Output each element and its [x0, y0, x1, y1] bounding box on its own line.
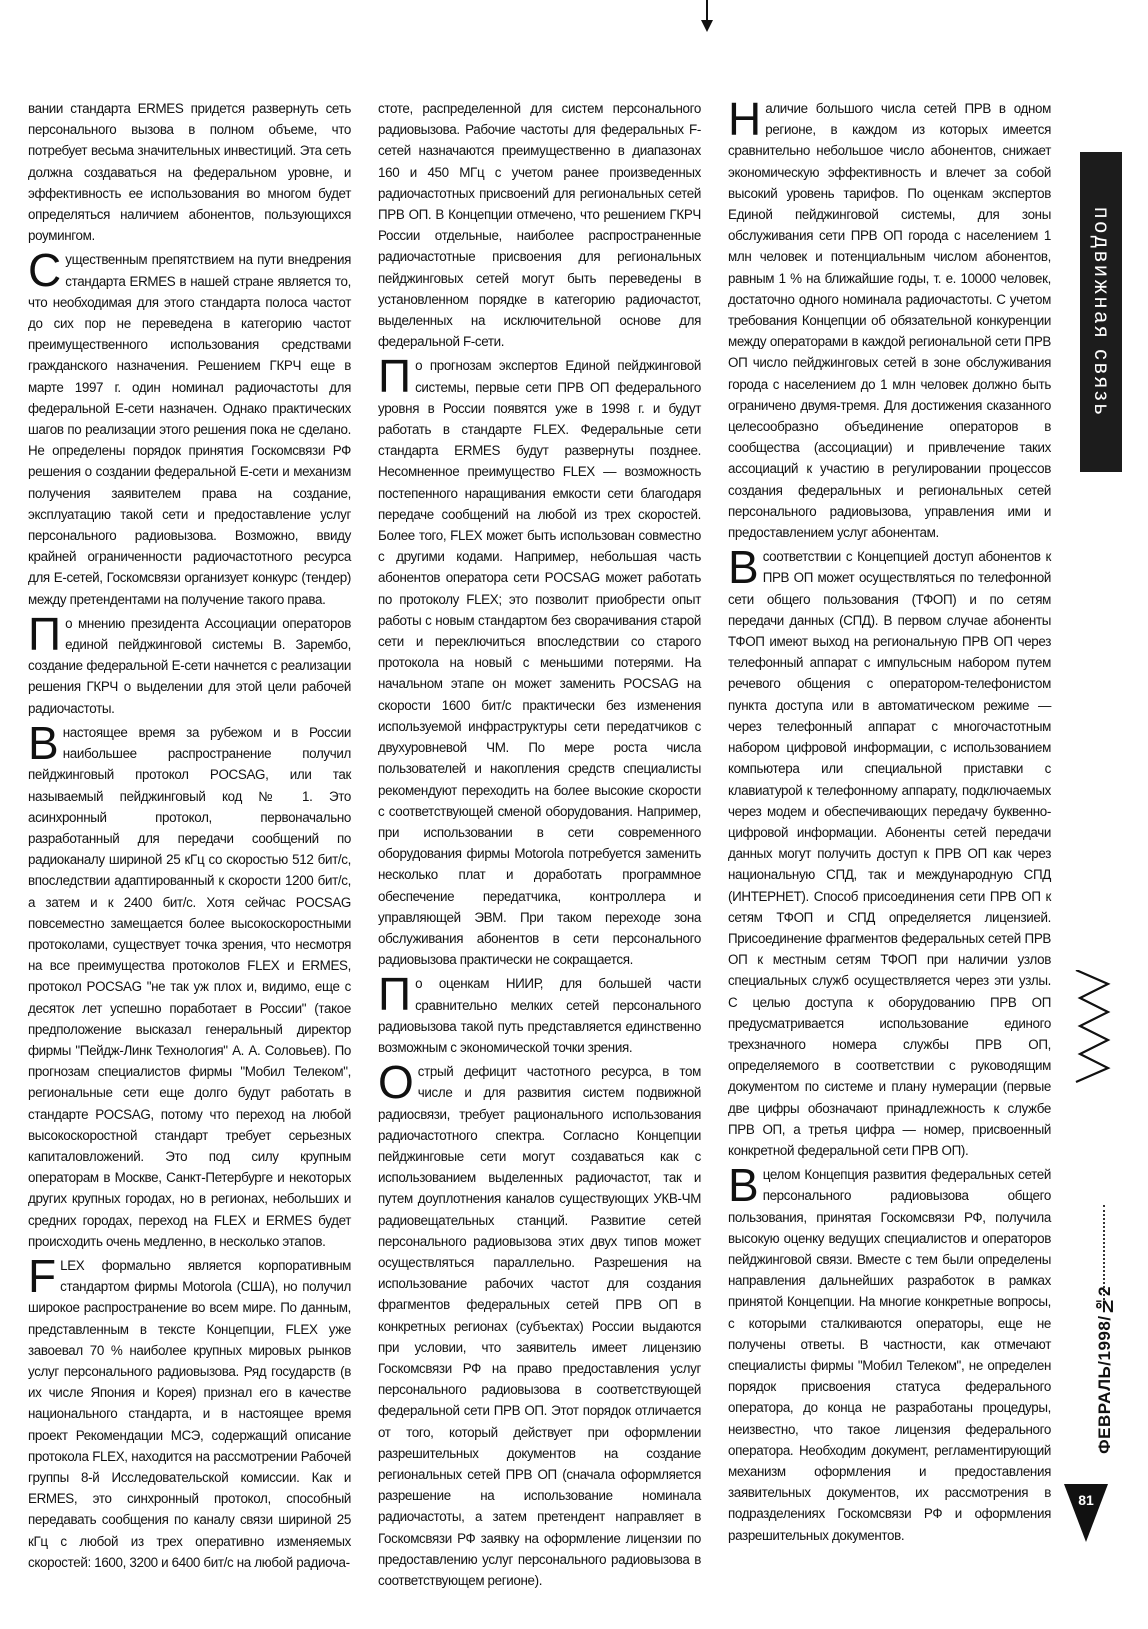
section-tab-label: подвижная связь	[1090, 206, 1113, 418]
drop-cap: П	[28, 607, 62, 660]
drop-cap: F	[28, 1249, 57, 1302]
paragraph: FLEX формально является корпоративным стандартом фирмы Motorola (США), но получил широкое распространение во всем мире. По данным, представленным в тексте Концепции, FLEX уже завоевал 70 % наиболее крупных мировых рынков услуг персонального радиовызова. Ряд государств (в их числе Япония и Корея) признал его в качестве национального стандарта, и в настоящее время проект Рекомендации МСЭ, содержащий описание протокола FLEX, находится на рассмотрении Рабочей группы 8-й Исследовательской комиссии. Как и ERMES, это синхронный протокол, способный передавать сообщения по каналу связи шириной 25 кГц с любой из трех оперативно изменяемых скоростей: 1600, 3200 и 6400 бит/с на любой радиоча-	[28, 1249, 351, 1570]
text-column-1	[28, 98, 351, 1573]
drop-cap: П	[378, 968, 412, 1021]
page-number: 81	[1078, 1492, 1094, 1508]
top-arrow-icon	[706, 0, 708, 22]
drop-cap: О	[378, 1056, 414, 1109]
drop-cap: Н	[728, 93, 762, 145]
text-column-3	[728, 93, 1051, 1546]
drop-cap: В	[728, 541, 759, 594]
drop-cap: В	[728, 1159, 759, 1212]
drop-cap: С	[28, 244, 62, 297]
paragraph: По мнению президента Ассоциации операторов единой пейджинговой системы В. Зарембо, создание федеральной E-сети начнется с реализации решения ГКРЧ о выделении для этой цели рабочей радиочастоты.	[28, 607, 351, 716]
paragraph: Наличие большого числа сетей ПРВ в одном регионе, в каждом из которых имеется сравнительно небольшое число абонентов, снижает экономическую эффективность и влечет за собой высокий уровень тарифов. По оценкам экспертов Единой пейджинговой системы, для зоны обслуживания сети ПРВ ОП города с населением 1 млн человек и потенциальным числом абонентов, равным 1 % на ближайшие годы, т. е. 10000 человек, достаточно одного номинала радиочастоты. С учетом требования Концепции об обязательной конкуренции между операторами в каждой региональной сети ПРВ ОП число пейджинговых сетей в зоне обслуживания города с населением до 1 млн человек должно быть ограничено двумя-тремя. Для достижения сказанного целесообразно объединение операторов в сообщества (ассоциации) и привлечение таких ассоциаций к участию в регулировании процессов создания федеральных и региональных сетей персонального радиовызова, управления ими и предоставлением услуг абонентам.	[728, 93, 1051, 541]
paragraph: вании стандарта ERMES придется развернуть сеть персонального вызова в полном объеме, что потребует весьма значительных инвестиций. Эта сеть должна создаваться на федеральном уровне, и эффективность ее использования во многом будет определяться наличием абонентов, пользующихся роумингом.	[28, 101, 351, 244]
paragraph: В целом Концепция развития федеральных сетей персонального радиовызова общего пользования, принятая Госкомсвязи РФ, получила высокую оценку ведущих специалистов и операторов пейджинговой связи. Вместе с тем были определены направления дальнейших разработок в рамках принятой Концепции. На многие конкретные вопросы, с которыми сталкиваются операторы, еще не получены ответы. В частности, как отмечают специалисты фирмы "Мобил Телеком", не определен порядок присвоения статуса федерального оператора, до конца не разработаны процедуры, неизвестно, что такое лицензия федерального оператора. Необходим документ, регламентирующий механизм оформления и предоставления заявительных документов, их рассмотрения в подразделениях Госкомсвязи РФ и оформления разрешительных документов.	[728, 1159, 1051, 1543]
paragraph: По прогнозам экспертов Единой пейджинговой системы, первые сети ПРВ ОП федерального уровня в России появятся уже в 1998 г. и будут работать в стандарте FLEX. Федеральные сети стандарта ERMES будут развернуты позднее. Несомненное преимущество FLEX — возможность постепенного наращивания емкости сети благодаря передаче сообщений на любой из трех скоростей. Более того, FLEX может быть использован совместно с другими кодами. Например, небольшая часть абонентов оператора сети POCSAG может работать по протоколу FLEX; это позволит приобрести опыт работы с новым стандартом без сворачивания старой сети и переключиться впоследствии со старого протокола на новый с меньшими потерями. На начальном этапе он может заменить POCSAG на скорости 1600 бит/с практически без изменения используемой инфраструктуры сети передатчиков с двухуровневой ЧМ. По мере роста числа пользователей и накопления средств специалисты рекомендуют переходить на более высокие скорости с соответствующей сменой оборудования. Например, при использовании в сети современного оборудования фирмы Motorola потребуется заменить несколько плат и доработать программное обеспечение передатчика, контроллера и управляющей ЭВМ. При таком переходе зона обслуживания абонентов в сети персонального радиовызова практически не сокращается.	[378, 350, 701, 968]
drop-cap: В	[28, 716, 59, 769]
zigzag-ornament-icon	[1072, 970, 1122, 1090]
issue-label: ФЕВРАЛЬ/1998/№2	[1095, 1286, 1114, 1454]
paragraph: стоте, распределенной для систем персонального радиовызова. Рабочие частоты для федеральных F-сетей назначаются преимущественно в диапазонах 160 и 450 МГц с учетом ранее произведенных радиочастотных присвоений для региональных сетей ПРВ ОП. В Концепции отмечено, что решением ГКРЧ России отдельные, наиболее распространенные радиочастотные присвоения для региональных пейджинговых сетей могут быть переведены в установленном порядке в категорию радиочастот, выделенных на исключительной основе для федеральной F-сети.	[378, 101, 701, 350]
paragraph: Острый дефицит частотного ресурса, в том числе и для развития систем подвижной радиосвязи, требует рационального использования радиочастотного спектра. Согласно Концепции пейджинговые сети могут создаваться как с использованием выделенных радиочастот, так и путем доуплотнения каналов существующих УКВ-ЧМ радиовещательных станций. Развитие сетей персонального радиовызова этих двух типов может осуществляться параллельно. Разрешения на использование рабочих частот для создания фрагментов федеральных сетей ПРВ ОП в конкретных регионах (субъектах) России выдаются при условии, что заявитель имеет лицензию Госкомсвязи РФ на право предоставления услуг персонального радиовызова в соответствующей федеральной сети ПРВ ОП. Этот порядок отличается от того, который действует при оформлении разрешительных документов на создание региональных сетей ПРВ ОП (сначала оформляется разрешение на использование номинала радиочастоты, а затем претендент направляет в Госкомсвязи РФ заявку на оформление лицензии по предоставлению услуг персонального радиовызова в соответствующем регионе).	[378, 1056, 701, 1589]
paragraph: В соответствии с Концепцией доступ абонентов к ПРВ ОП может осуществляться по телефонной сети общего пользования (ТФОП) и по сетям передачи данных (СПД). В первом случае абоненты ТФОП имеют выход на региональную ПРВ ОП через телефонный аппарат с импульсным набором путем речевого общения с оператором-телефонистом пункта доступа или в автоматическом режиме — через телефонный аппарат с многочастотным набором цифровой информации, с использованием компьютера или специальной приставки с клавиатурой к телефонному аппарату, подключаемых через модем и обеспечивающих передачу буквенно-цифровой информации. Абоненты сетей передачи данных могут получить доступ к ПРВ ОП как через национальную СПД, так и международную СПД (ИНТЕРНЕТ). Способ присоединения сети ПРВ ОП к сетям ТФОП и СПД определяется лицензией. Присоединение фрагментов федеральных сетей ПРВ ОП к местным сетям ТФОП при наличии узлов специальных служб осуществляется через эти узлы. С целью доступа к оборудованию ПРВ ОП предусматривается использование единого трехзначного номера службы ПРВ ОП, определяемого в соответствии с руководящим документом по системе и плану нумерации (первые две цифры обозначают принадлежность к службе ПРВ ОП, а третья цифра — номер, присвоенный конкретной федеральной сети ПРВ ОП).	[728, 541, 1051, 1158]
text-column-2	[378, 98, 701, 1591]
drop-cap: П	[378, 350, 412, 403]
paragraph: В настоящее время за рубежом и в России наибольшее распространение получил пейджинговый протокол POCSAG, или так называемый пейджинговый код № 1. Это асинхронный протокол, первоначально разработанный для передачи сообщений по радиоканалу шириной 25 кГц со скоростью 512 бит/с, впоследствии адаптированный к скорости 1200 бит/с, а затем и к 2400 бит/с. Хотя сейчас POCSAG повсеместно замещается более высокоскоростными протоколами, существует точка зрения, что несмотря на все преимущества протоколов FLEX и ERMES, протокол POCSAG "не так уж плох и, видимо, еще с десяток лет успешно поработает в России" (такое предположение высказал генеральный директор фирмы "Пейдж-Линк Технология" А. А. Соловьев). По прогнозам специалистов фирмы "Мобил Телеком", региональные сети еще долго будут работать в стандарте POCSAG, потому что переход на любой высокоскоростной стандарт требует серьезных капиталовложений. Это под силу крупным операторам в Москве, Санкт-Петербурге и некоторых других крупных городах, но в регионах, небольших и средних городах, переход на FLEX и ERMES будет происходить очень медленно, в несколько этапов.	[28, 716, 351, 1249]
paragraph: Существенным препятствием на пути внедрения стандарта ERMES в нашей стране является то, что необходимая для этого стандарта полоса частот до сих пор не переведена в категорию частот преимущественного использования средствами гражданского назначения. Решением ГКРЧ еще в марте 1997 г. один номинал радиочастоты для федеральной E-сети назначен. Однако практических шагов по реализации этого решения пока не сделано. Не определены порядок принятия Госкомсвязи РФ решения о создании федеральной E-сети и механизм получения заявителем права на создание, эксплуатацию такой сети и предоставление услуг персонального радиовызова. Возможно, ввиду крайней ограниченности радиочастотного ресурса для E-сетей, Госкомсвязи организует конкурс (тендер) между претендентами на получение такого права.	[28, 244, 351, 607]
paragraph: По оценкам НИИР, для большей части сравнительно мелких сетей персонального радиовызова такой путь представляется единственно возможным с экономической точки зрения.	[378, 968, 701, 1055]
